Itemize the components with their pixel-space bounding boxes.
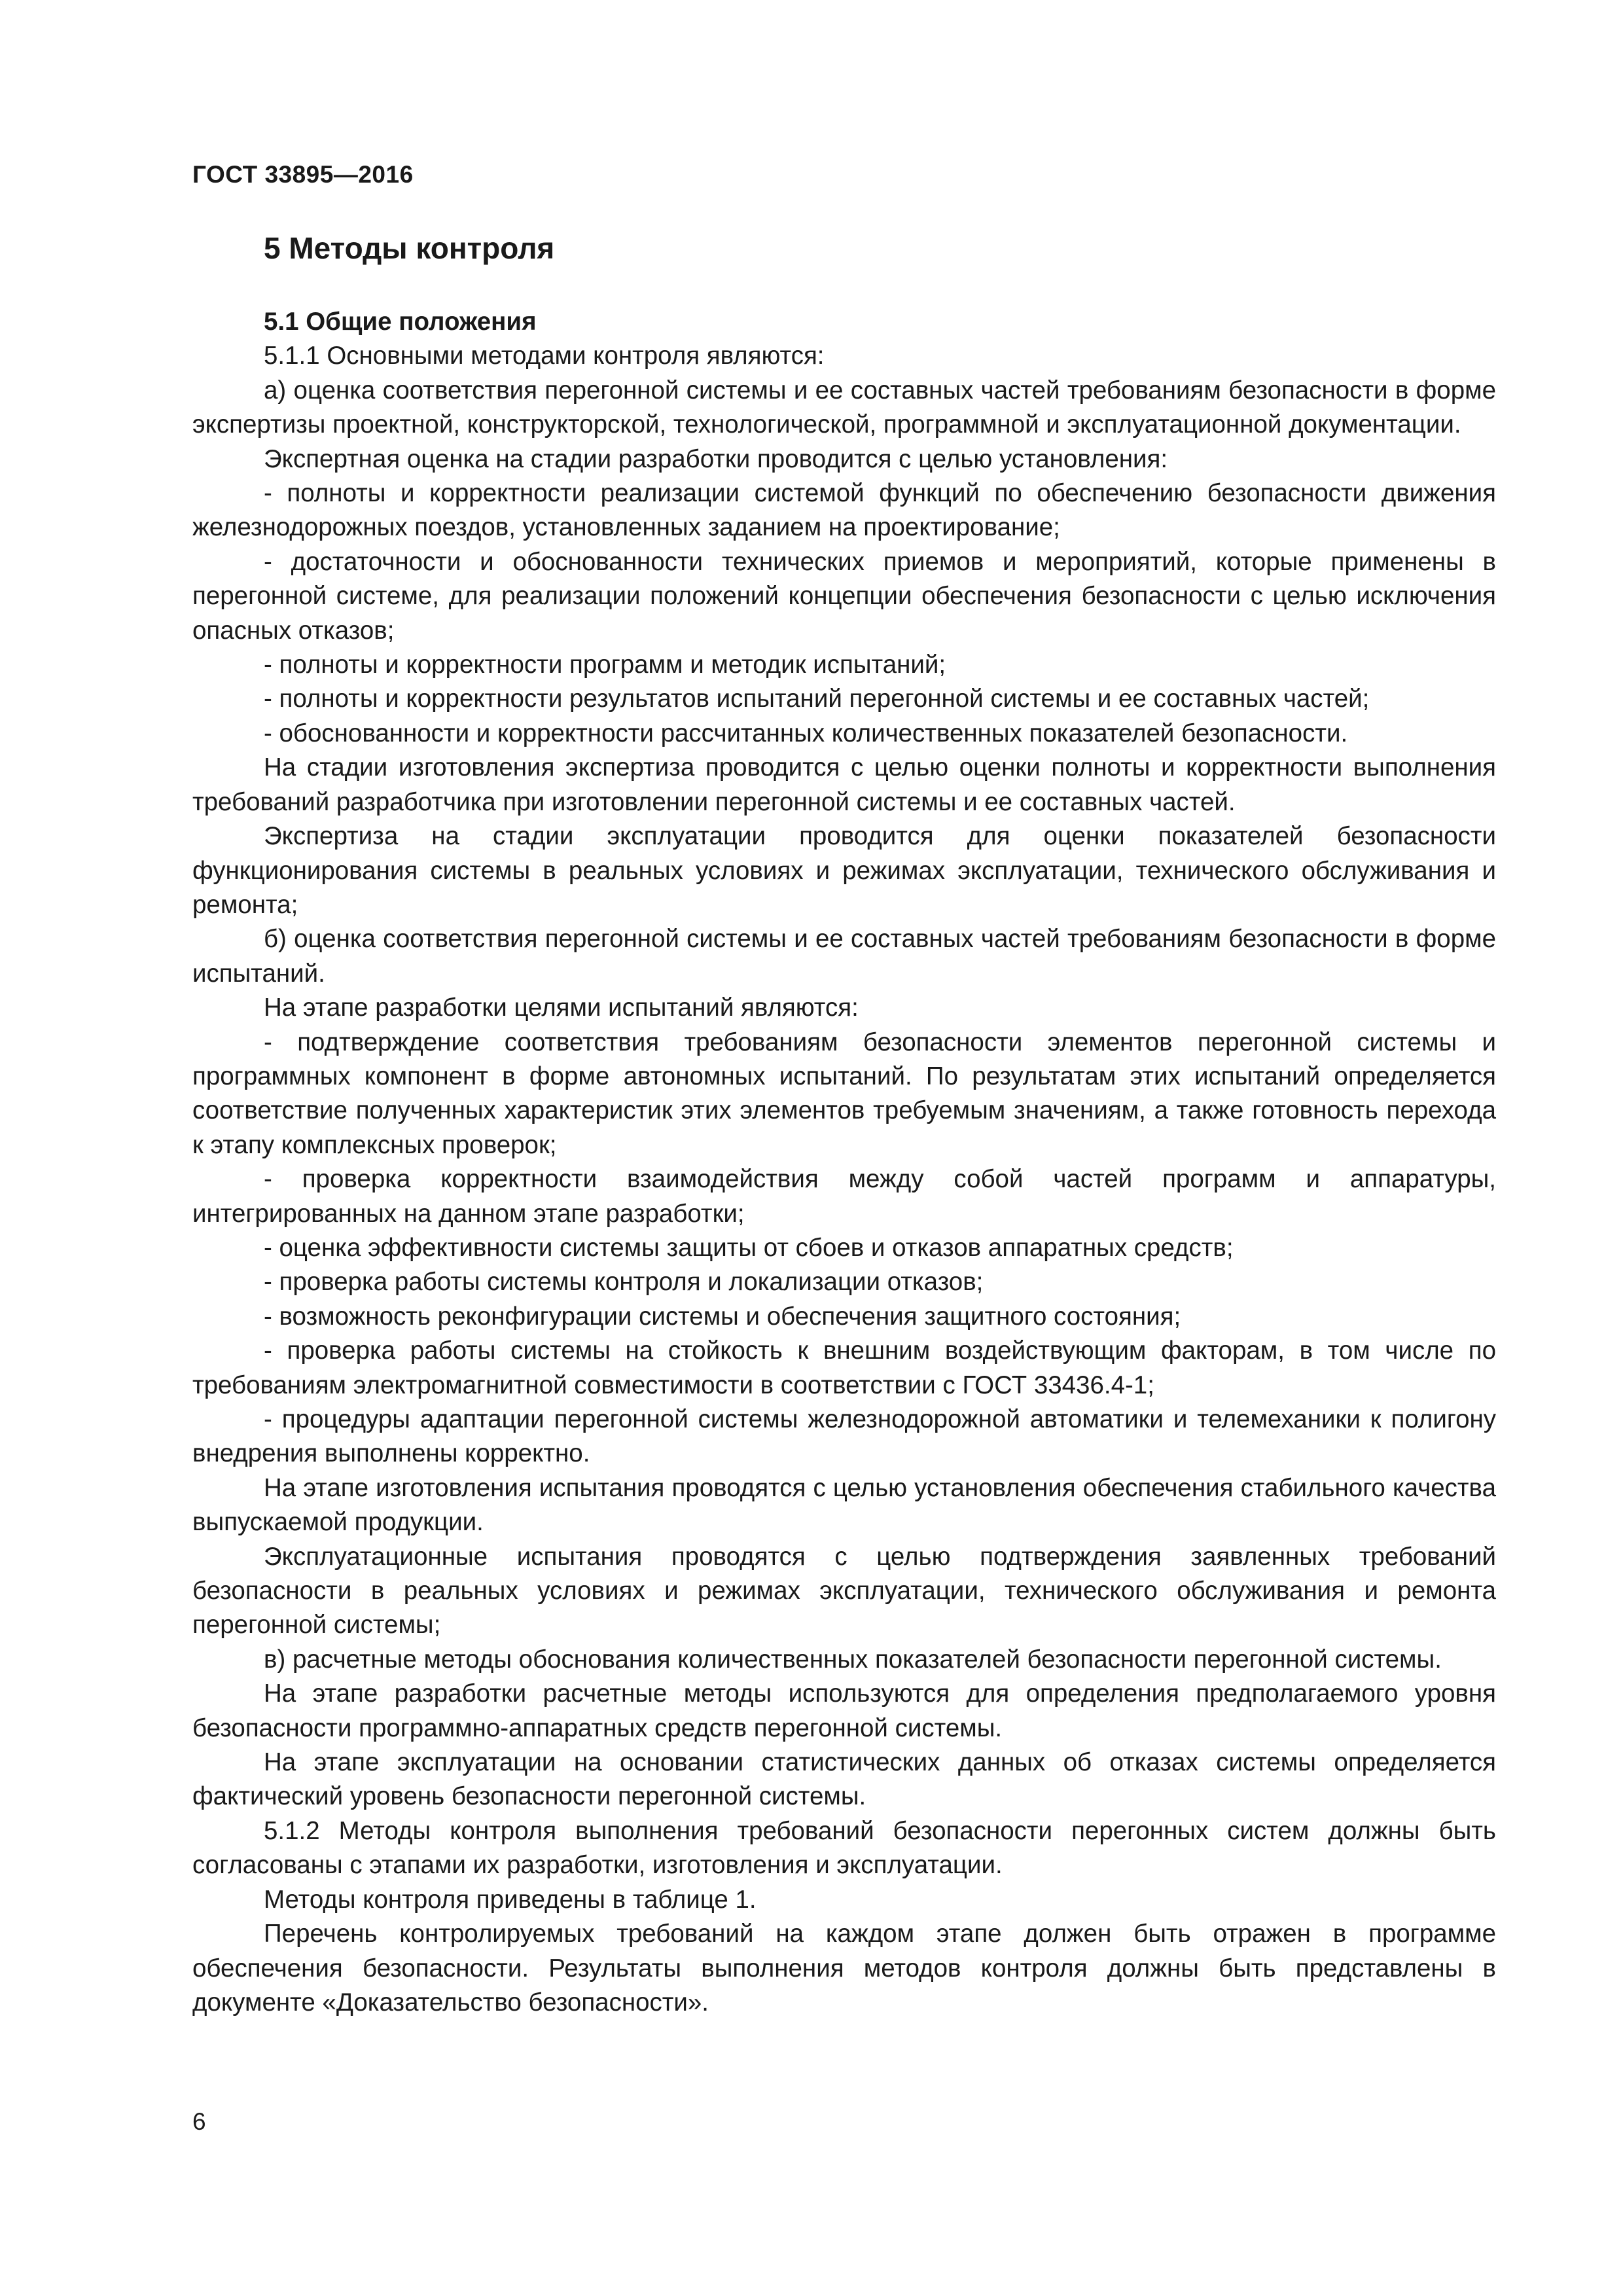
paragraph: На этапе разработки расчетные методы используются для определения предполагаемого уровня безопасности программно-аппаратных средств перегонной системы. bbox=[192, 1679, 1496, 1742]
paragraph: Экспертиза на стадии эксплуатации проводится для оценки показателей безопасности функционирования системы в реальных условиях и режимах эксплуатации, технического обслуживания и ремонта; bbox=[192, 822, 1496, 919]
paragraph: - процедуры адаптации перегонной системы железнодорожной автоматики и телемеханики к полигону внедрения выполнены корректно. bbox=[192, 1405, 1496, 1468]
paragraph: На этапе изготовления испытания проводятся с целью установления обеспечения стабильного качества выпускаемой продукции. bbox=[192, 1473, 1496, 1537]
paragraph: - проверка корректности взаимодействия между собой частей программ и аппаратуры, интегрированных на данном этапе разработки; bbox=[192, 1165, 1496, 1228]
paragraph: б) оценка соответствия перегонной системы и ее составных частей требованиям безопасности в форме испытаний. bbox=[192, 925, 1496, 988]
paragraph: - полноты и корректности результатов испытаний перегонной системы и ее составных частей; bbox=[264, 685, 1370, 713]
paragraph: На этапе разработки целями испытаний являются: bbox=[264, 994, 859, 1022]
document-code: ГОСТ 33895—2016 bbox=[192, 161, 414, 188]
paragraph: Экспертная оценка на стадии разработки проводится с целью установления: bbox=[264, 444, 1168, 473]
paragraph: - подтверждение соответствия требованиям безопасности элементов перегонной системы и программных компонент в форме автономных испытаний. По результатам этих испытаний определяется соответствие полученных характеристик этих элементов требуемым значениям, а также готовность перехода к этапу комплексных проверок; bbox=[192, 1028, 1496, 1159]
paragraph: Методы контроля приведены в таблице 1. bbox=[264, 1885, 757, 1914]
paragraph: а) оценка соответствия перегонной системы и ее составных частей требованиям безопасности в форме экспертизы проектной, конструкторской, технологической, программной и эксплуатационной документации. bbox=[192, 376, 1496, 439]
paragraph: Эксплуатационные испытания проводятся с целью подтверждения заявленных требований безопасности в реальных условиях и режимах эксплуатации, технического обслуживания и ремонта перегонной системы; bbox=[192, 1542, 1496, 1640]
paragraph: - оценка эффективности системы защиты от сбоев и отказов аппаратных средств; bbox=[264, 1233, 1234, 1262]
section-title: 5 Методы контроля bbox=[264, 231, 555, 265]
paragraph: - проверка работы системы контроля и локализации отказов; bbox=[264, 1268, 984, 1297]
paragraph: - проверка работы системы на стойкость к внешним воздействующим факторам, в том числе по требованиям электромагнитной совместимости в соответствии с ГОСТ 33436.4-1; bbox=[192, 1336, 1496, 1399]
paragraph: На этапе эксплуатации на основании статистических данных об отказах системы определяется фактический уровень безопасности перегонной системы. bbox=[192, 1748, 1496, 1811]
subsection-heading: 5.1 Общие положения bbox=[264, 308, 537, 336]
paragraph: 5.1.2 Методы контроля выполнения требований безопасности перегонных систем должны быть согласованы с этапами их разработки, изготовления и эксплуатации. bbox=[192, 1816, 1496, 1880]
paragraph: - возможность реконфигурации системы и обеспечения защитного состояния; bbox=[264, 1302, 1181, 1331]
paragraph: - полноты и корректности программ и методик испытаний; bbox=[264, 651, 946, 679]
paragraph: На стадии изготовления экспертиза проводится с целью оценки полноты и корректности выполнения требований разработчика при изготовлении перегонной системы и ее составных частей. bbox=[192, 753, 1496, 816]
paragraph: - полноты и корректности реализации системой функций по обеспечению безопасности движения железнодорожных поездов, установленных заданием на проектирование; bbox=[192, 479, 1496, 542]
paragraph: - обоснованности и корректности рассчитанных количественных показателей безопасности. bbox=[264, 719, 1348, 747]
paragraph: - достаточности и обоснованности технических приемов и мероприятий, которые применены в перегонной системе, для реализации положений концепции обеспечения безопасности с целью исключения опасных отказов; bbox=[192, 547, 1496, 645]
paragraph: в) расчетные методы обоснования количественных показателей безопасности перегонной системы. bbox=[264, 1645, 1442, 1674]
page-number: 6 bbox=[192, 2108, 206, 2135]
paragraph: Перечень контролируемых требований на каждом этапе должен быть отражен в программе обеспечения безопасности. Результаты выполнения методов контроля должны быть представлены в документе «Доказательство безопасности». bbox=[192, 1920, 1496, 2017]
paragraph: 5.1.1 Основными методами контроля являются: bbox=[264, 342, 825, 370]
body-text bbox=[192, 305, 1496, 2020]
